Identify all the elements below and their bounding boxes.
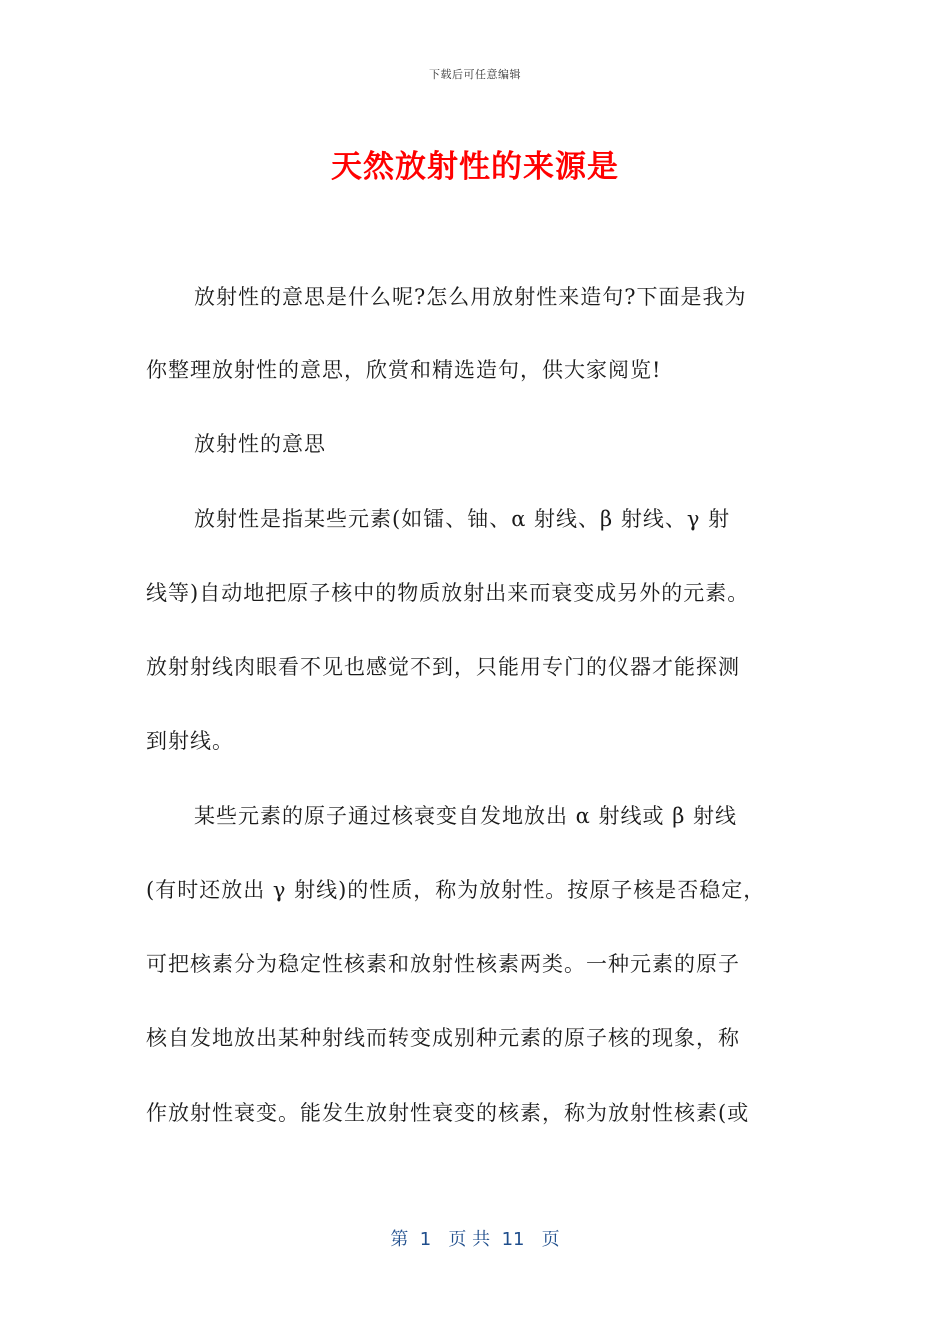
paragraph-line: 放射性的意思是什么呢?怎么用放射性来造句?下面是我为 xyxy=(194,285,747,309)
paragraph-line: 可把核素分为稳定性核素和放射性核素两类。一种元素的原子 xyxy=(146,952,740,976)
paragraph-line: 某些元素的原子通过核衰变自发地放出 α 射线或 β 射线 xyxy=(194,804,738,828)
section-heading: 放射性的意思 xyxy=(194,432,326,456)
paragraph-line: 核自发地放出某种射线而转变成别种元素的原子核的现象，称 xyxy=(146,1026,740,1050)
paragraph-line: 作放射性衰变。能发生放射性衰变的核素，称为放射性核素(或 xyxy=(146,1101,750,1125)
page-number: 第 1 页 共 11 页 xyxy=(390,1229,560,1250)
paragraph-line: (有时还放出 γ 射线)的性质，称为放射性。按原子核是否稳定， xyxy=(146,878,766,902)
paragraph-line: 你整理放射性的意思，欣赏和精选造句，供大家阅览! xyxy=(146,358,662,382)
paragraph-line: 放射性是指某些元素(如镭、铀、α 射线、β 射线、γ 射 xyxy=(194,507,731,531)
paragraph-line: 到射线。 xyxy=(146,729,234,753)
paragraph-line: 放射射线肉眼看不见也感觉不到，只能用专门的仪器才能探测 xyxy=(146,655,740,679)
header-note: 下载后可任意编辑 xyxy=(429,68,521,81)
paragraph-line: 线等)自动地把原子核中的物质放射出来而衰变成另外的元素。 xyxy=(146,581,750,605)
document-title: 天然放射性的来源是 xyxy=(331,149,619,185)
